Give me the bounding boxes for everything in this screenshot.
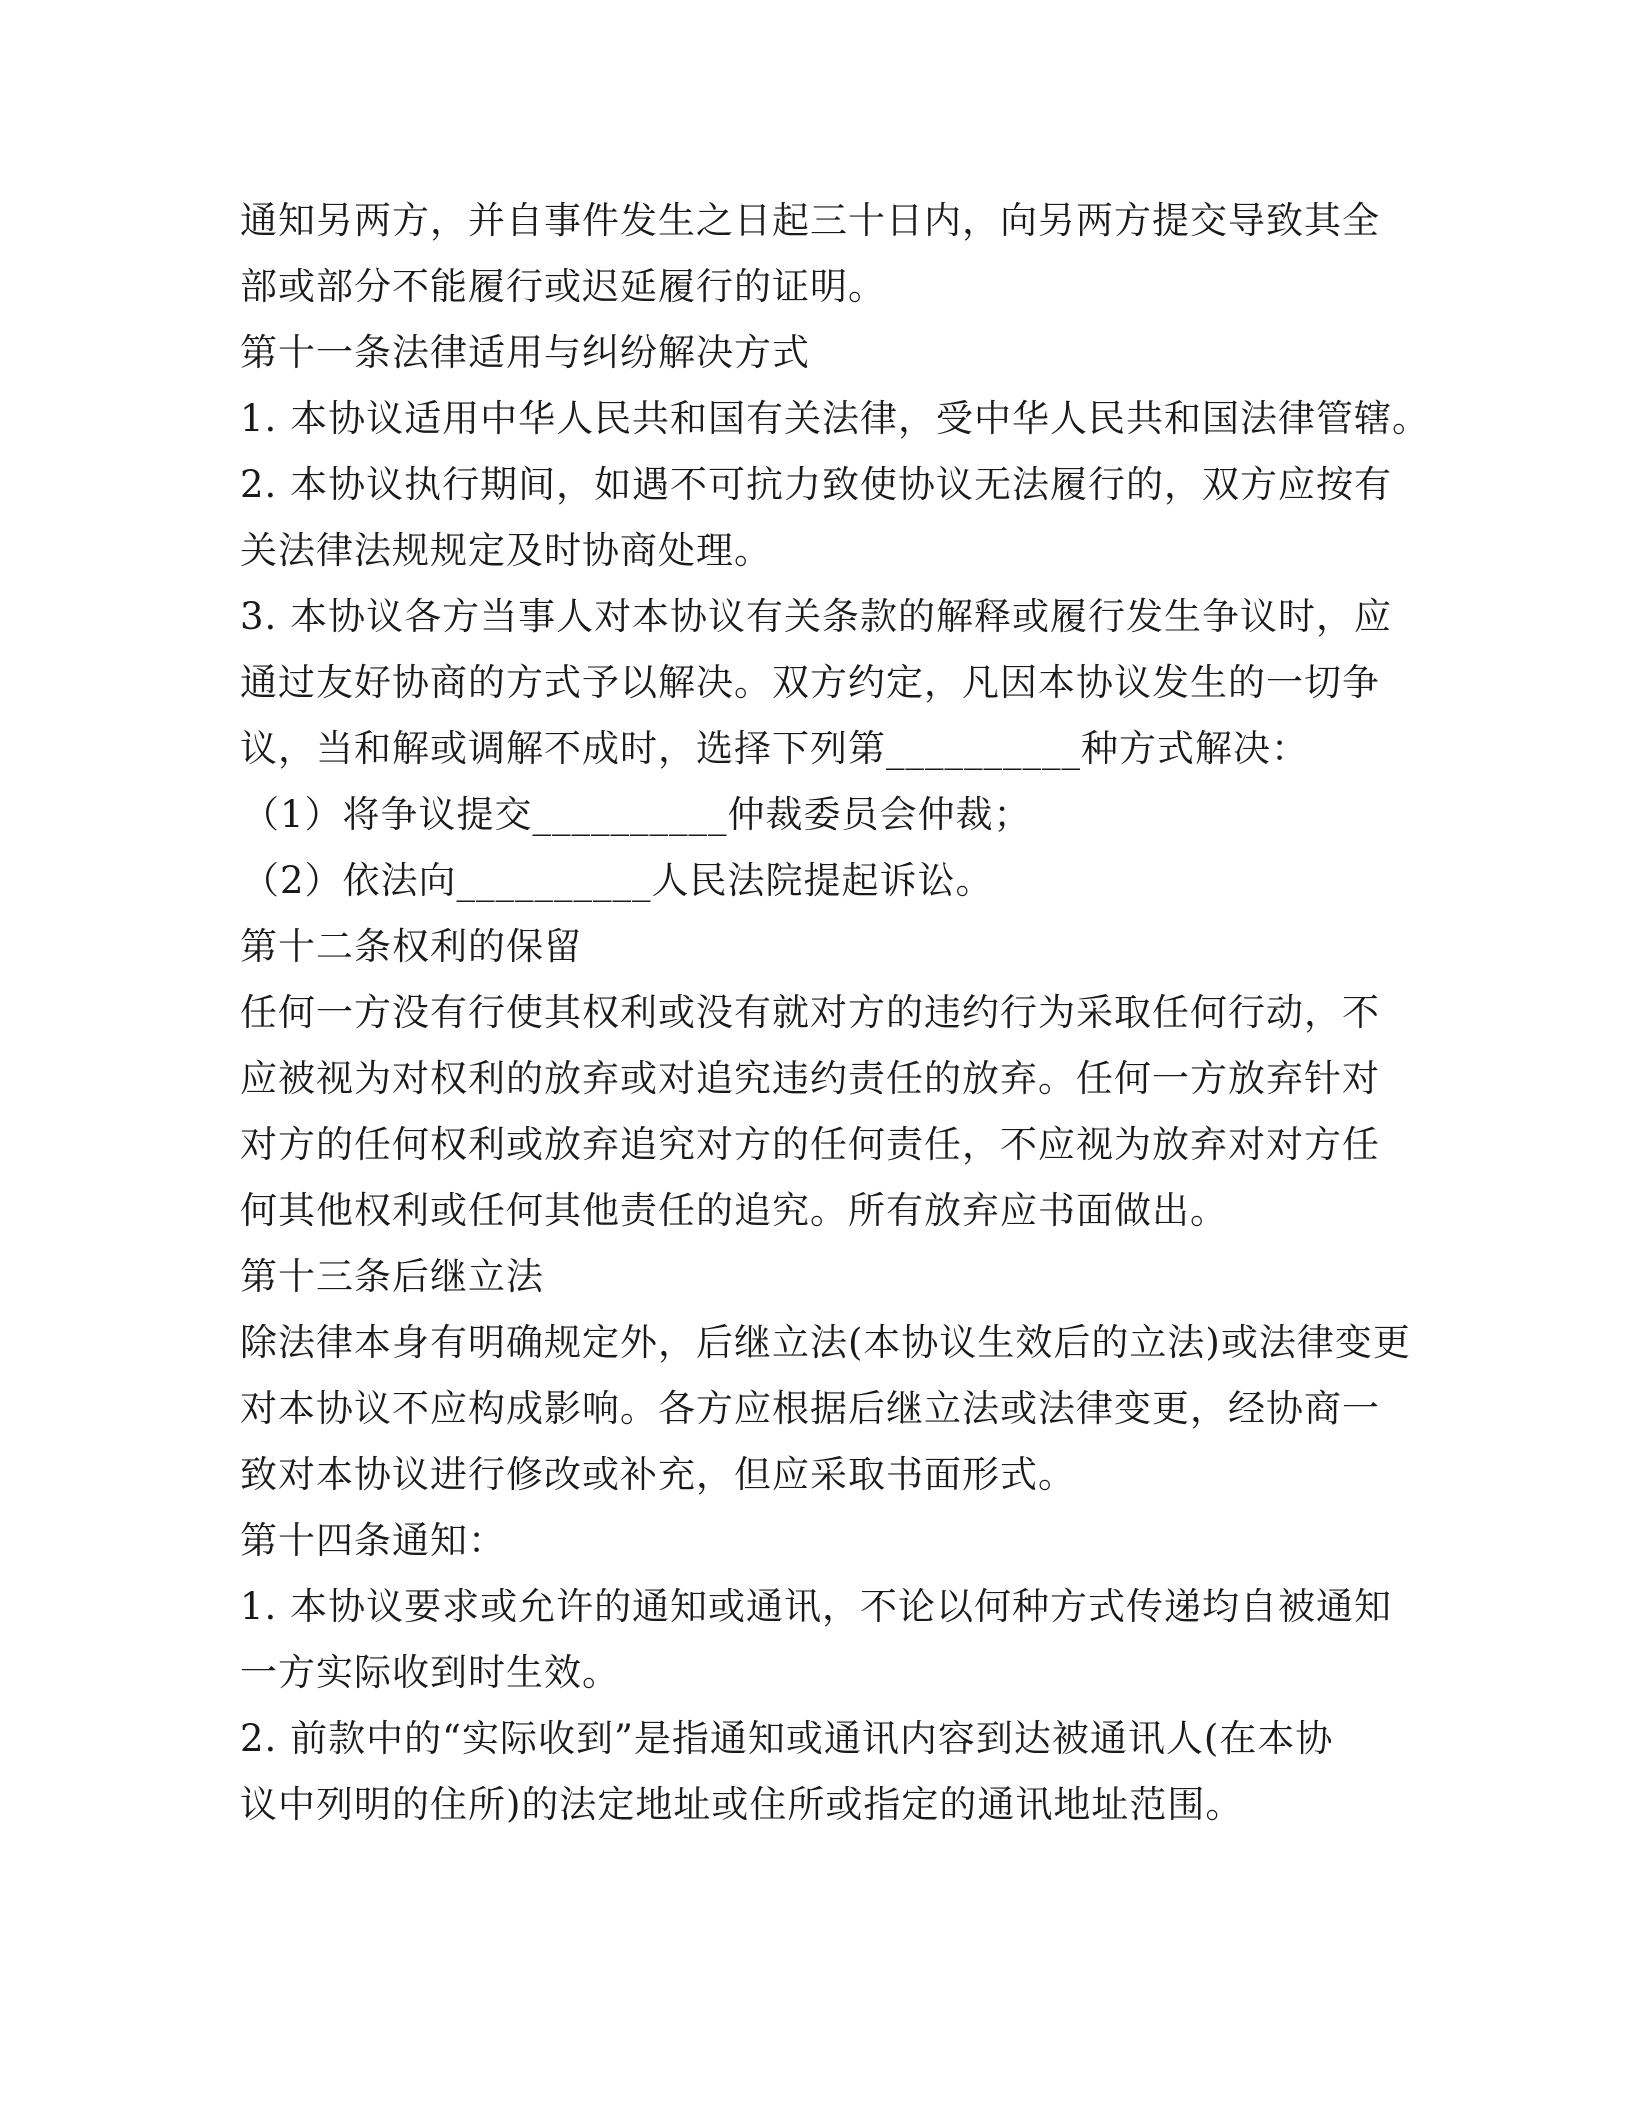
paragraph-line: 致对本协议进行修改或补充，但应采取书面形式。	[240, 1453, 1076, 1496]
section-heading-12: 第十二条权利的保留	[240, 925, 582, 968]
list-item-line: 通过友好协商的方式予以解决。双方约定，凡因本协议发生的一切争	[240, 661, 1380, 704]
section-heading-13: 第十三条后继立法	[240, 1255, 544, 1298]
list-item-line: 3. 本协议各方当事人对本协议有关条款的解释或履行发生争议时，应	[240, 595, 1393, 638]
paragraph-line: 通知另两方，并自事件发生之日起三十日内，向另两方提交导致其全	[240, 199, 1380, 242]
paragraph-line: 任何一方没有行使其权利或没有就对方的违约行为采取任何行动，不	[240, 991, 1380, 1034]
paragraph-line: 除法律本身有明确规定外，后继立法(本协议生效后的立法)或法律变更	[240, 1321, 1411, 1364]
section-heading-11: 第十一条法律适用与纠纷解决方式	[240, 331, 810, 374]
list-item-line: 1. 本协议适用中华人民共和国有关法律，受中华人民共和国法律管辖。	[240, 397, 1431, 440]
list-item-line: 关法律法规规定及时协商处理。	[240, 529, 772, 572]
paragraph-line: 对本协议不应构成影响。各方应根据后继立法或法律变更，经协商一	[240, 1387, 1380, 1430]
list-item-line: 1. 本协议要求或允许的通知或通讯，不论以何种方式传递均自被通知	[240, 1585, 1393, 1628]
section-heading-14: 第十四条通知：	[240, 1519, 506, 1562]
document-body	[240, 188, 1431, 1838]
paragraph-line: 部或部分不能履行或迟延履行的证明。	[240, 265, 886, 308]
list-item-line: 2. 前款中的“实际收到”是指通知或通讯内容到达被通讯人(在本协	[240, 1717, 1334, 1760]
sub-item-line: （1）将争议提交__________仲裁委员会仲裁；	[242, 793, 1032, 836]
list-item-line: 一方实际收到时生效。	[240, 1651, 620, 1694]
paragraph-line: 应被视为对权利的放弃或对追究违约责任的放弃。任何一方放弃针对	[240, 1057, 1380, 1100]
list-item-line: 2. 本协议执行期间，如遇不可抗力致使协议无法履行的，双方应按有	[240, 463, 1393, 506]
list-item-line: 议，当和解或调解不成时，选择下列第__________种方式解决：	[240, 727, 1309, 770]
sub-item-line: （2）依法向__________人民法院提起诉讼。	[242, 859, 994, 902]
list-item-line: 议中列明的住所)的法定地址或住所或指定的通讯地址范围。	[240, 1783, 1244, 1826]
paragraph-line: 何其他权利或任何其他责任的追究。所有放弃应书面做出。	[240, 1189, 1228, 1232]
paragraph-line: 对方的任何权利或放弃追究对方的任何责任，不应视为放弃对对方任	[240, 1123, 1380, 1166]
